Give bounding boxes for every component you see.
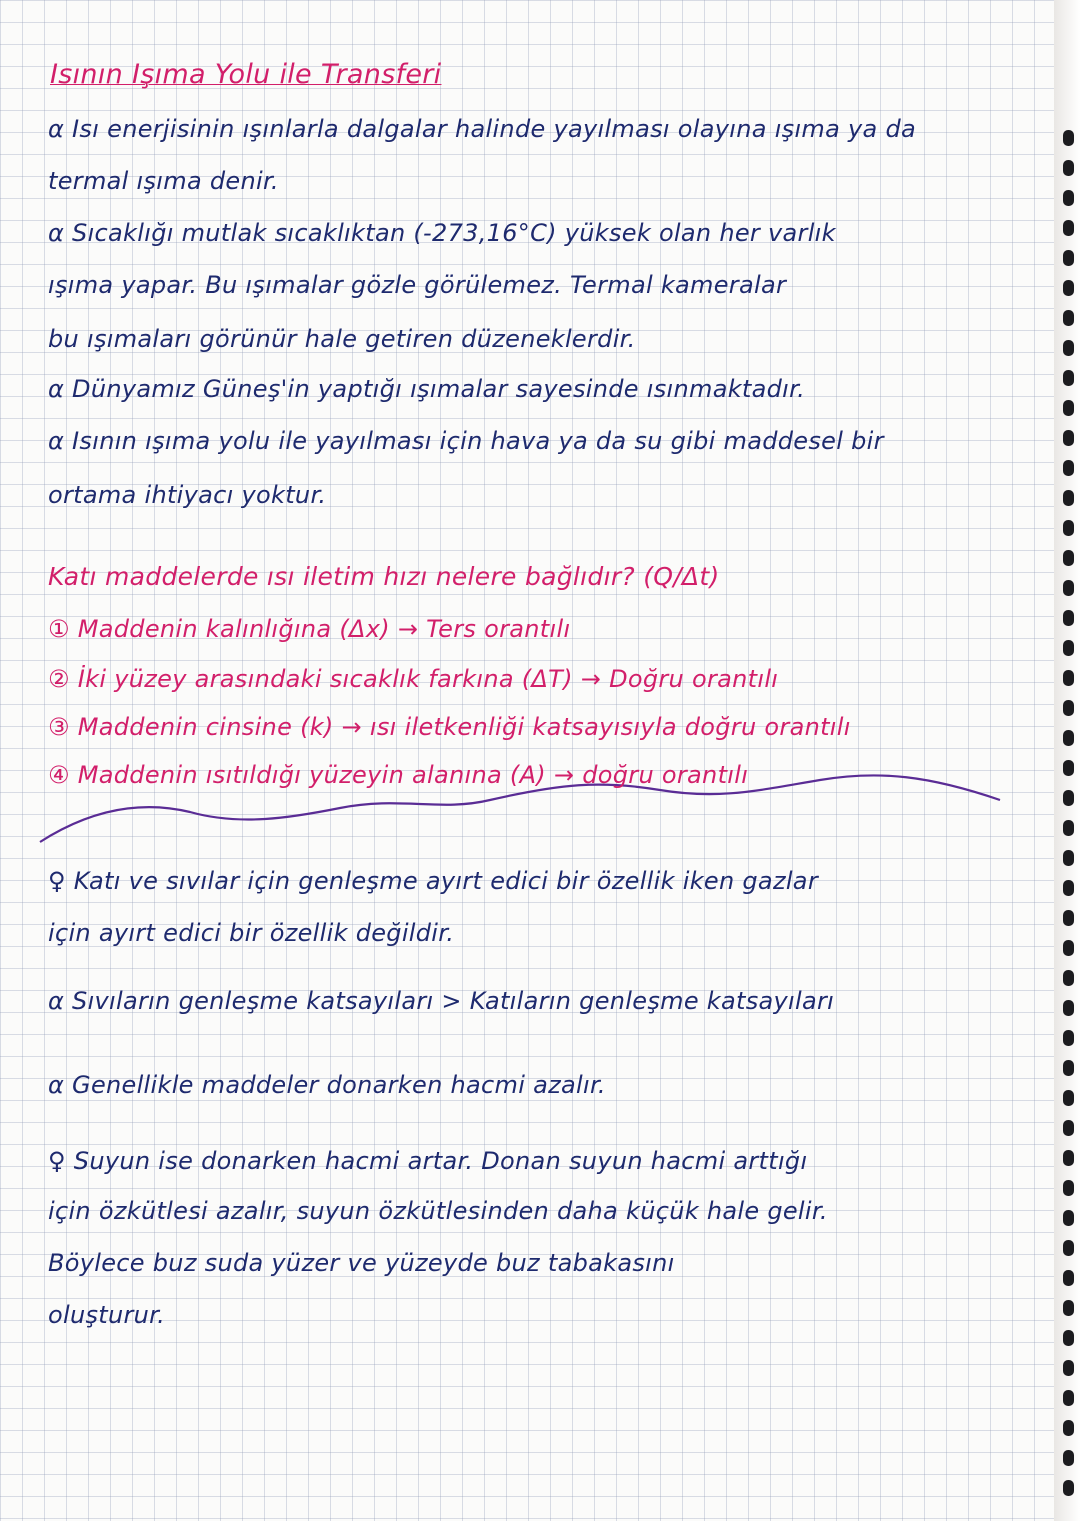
binding-hole: [1063, 580, 1074, 596]
binding-hole: [1063, 1300, 1074, 1316]
binding-hole: [1063, 190, 1074, 206]
binding-hole: [1063, 1420, 1074, 1436]
binding-hole: [1063, 520, 1074, 536]
expansion-line-6: için özkütlesi azalır, suyun özkütlesinden daha küçük hale gelir.: [48, 1197, 828, 1225]
expansion-line-2: için ayırt edici bir özellik değildir.: [48, 919, 455, 947]
binding-hole: [1063, 730, 1074, 746]
binding-hole: [1063, 820, 1074, 836]
expansion-line-8: oluşturur.: [48, 1301, 166, 1329]
expansion-line-7: Böylece buz suda yüzer ve yüzeyde buz tabakasını: [48, 1249, 675, 1277]
binding-hole: [1063, 880, 1074, 896]
binding-hole: [1063, 250, 1074, 266]
binding-hole: [1063, 1270, 1074, 1286]
page-title: Isının Işıma Yolu ile Transferi: [50, 59, 442, 90]
conduction-item-1: ① Maddenin kalınlığına (Δx) → Ters orantılı: [48, 615, 571, 643]
binding-hole: [1063, 340, 1074, 356]
radiation-line-1: α Isı enerjisinin ışınlarla dalgalar halinde yayılması olayına ışıma ya da: [48, 115, 917, 143]
binding-hole: [1063, 370, 1074, 386]
spiral-binding: [1054, 0, 1080, 1521]
binding-hole: [1063, 910, 1074, 926]
radiation-line-7: α Isının ışıma yolu ile yayılması için hava ya da su gibi maddesel bir: [48, 427, 884, 455]
binding-hole: [1063, 1390, 1074, 1406]
binding-hole: [1063, 1180, 1074, 1196]
radiation-line-8: ortama ihtiyacı yoktur.: [48, 481, 327, 509]
binding-hole: [1063, 1000, 1074, 1016]
binding-hole: [1063, 700, 1074, 716]
radiation-line-6: α Dünyamız Güneş'in yaptığı ışımalar sayesinde ısınmaktadır.: [48, 375, 806, 403]
binding-hole: [1063, 1090, 1074, 1106]
binding-hole: [1063, 1240, 1074, 1256]
expansion-line-5: ♀ Suyun ise donarken hacmi artar. Donan suyun hacmi arttığı: [48, 1147, 808, 1175]
binding-hole: [1063, 160, 1074, 176]
binding-hole: [1063, 220, 1074, 236]
radiation-line-2: termal ışıma denir.: [48, 167, 279, 195]
binding-hole: [1063, 670, 1074, 686]
binding-hole: [1063, 790, 1074, 806]
binding-hole: [1063, 1030, 1074, 1046]
radiation-line-5: bu ışımaları görünür hale getiren düzeneklerdir.: [48, 325, 636, 353]
binding-hole: [1063, 1450, 1074, 1466]
binding-hole: [1063, 1330, 1074, 1346]
binding-hole: [1063, 1360, 1074, 1376]
expansion-line-1: ♀ Katı ve sıvılar için genleşme ayırt edici bir özellik iken gazlar: [48, 867, 818, 895]
expansion-line-3: α Sıvıların genleşme katsayıları > Katıların genleşme katsayıları: [48, 987, 835, 1015]
conduction-item-2: ② İki yüzey arasındaki sıcaklık farkına (ΔT) → Doğru orantılı: [48, 665, 779, 693]
binding-hole: [1063, 1480, 1074, 1496]
conduction-item-4: ④ Maddenin ısıtıldığı yüzeyin alanına (A) → doğru orantılı: [48, 761, 749, 789]
binding-hole: [1063, 1150, 1074, 1166]
conduction-item-3: ③ Maddenin cinsine (k) → ısı iletkenliği katsayısıyla doğru orantılı: [48, 713, 851, 741]
binding-hole: [1063, 610, 1074, 626]
radiation-line-4: ışıma yapar. Bu ışımalar gözle görülemez. Termal kameralar: [48, 271, 787, 299]
binding-hole: [1063, 1120, 1074, 1136]
conduction-question: Katı maddelerde ısı iletim hızı nelere bağlıdır? (Q/Δt): [48, 562, 720, 591]
binding-hole: [1063, 640, 1074, 656]
radiation-line-3: α Sıcaklığı mutlak sıcaklıktan (-273,16°C) yüksek olan her varlık: [48, 219, 836, 247]
binding-hole: [1063, 970, 1074, 986]
binding-hole: [1063, 400, 1074, 416]
binding-hole: [1063, 310, 1074, 326]
binding-hole: [1063, 430, 1074, 446]
binding-hole: [1063, 490, 1074, 506]
binding-hole: [1063, 760, 1074, 776]
binding-hole: [1063, 1210, 1074, 1226]
expansion-line-4: α Genellikle maddeler donarken hacmi azalır.: [48, 1071, 606, 1099]
binding-hole: [1063, 460, 1074, 476]
binding-hole: [1063, 130, 1074, 146]
binding-hole: [1063, 1060, 1074, 1076]
binding-hole: [1063, 550, 1074, 566]
binding-hole: [1063, 850, 1074, 866]
binding-hole: [1063, 940, 1074, 956]
binding-hole: [1063, 280, 1074, 296]
